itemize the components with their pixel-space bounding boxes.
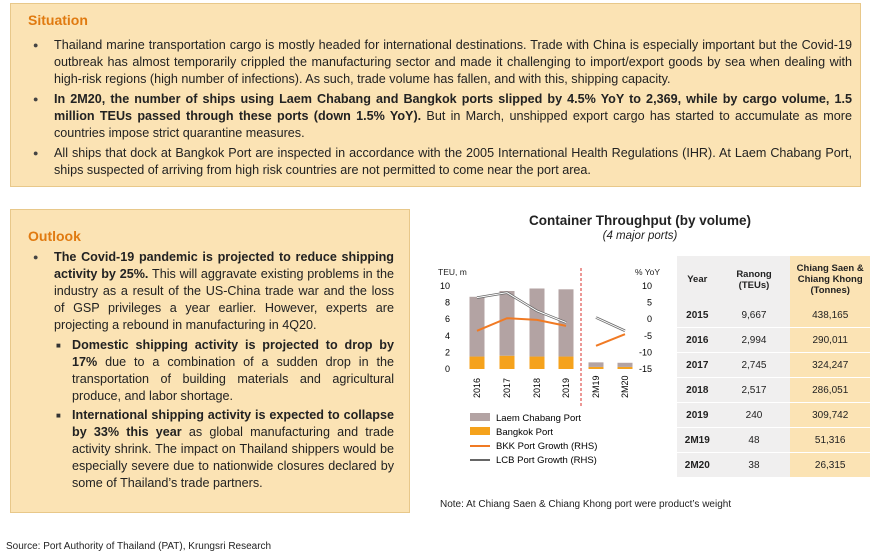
bar-bangkok bbox=[470, 357, 485, 369]
table-cell-year: 2016 bbox=[677, 328, 718, 353]
table-cell-chiang: 51,316 bbox=[790, 428, 870, 453]
left-tick-label: 2 bbox=[444, 347, 450, 358]
bar-laem-chabang bbox=[470, 297, 485, 357]
outlook-sub-bullets bbox=[54, 337, 394, 492]
bar-bangkok bbox=[500, 356, 515, 369]
legend-swatch bbox=[470, 413, 490, 421]
legend-label: BKK Port Growth (RHS) bbox=[496, 441, 598, 452]
table-cell-chiang: 290,011 bbox=[790, 328, 870, 353]
table-row bbox=[677, 403, 870, 428]
outlook-panel bbox=[10, 209, 410, 513]
right-tick-label: 5 bbox=[646, 297, 652, 308]
left-tick-label: 6 bbox=[444, 314, 450, 325]
right-tick-label: -15 bbox=[638, 364, 652, 374]
bar-bangkok bbox=[530, 357, 545, 369]
situation-panel bbox=[10, 3, 861, 187]
outlook-bullets bbox=[28, 249, 394, 495]
bar-laem-chabang bbox=[530, 288, 545, 356]
source-line: Source: Port Authority of Thailand (PAT), Krungsri Research bbox=[6, 541, 272, 552]
table-header-chiang: Chiang Saen & Chiang Khong (Tonnes) bbox=[790, 256, 870, 303]
x-tick-label: 2019 bbox=[561, 377, 571, 398]
table-row bbox=[677, 328, 870, 353]
bar-bangkok bbox=[559, 357, 574, 369]
table-cell-year: 2018 bbox=[677, 378, 718, 403]
situation-heading: Situation bbox=[28, 12, 88, 28]
right-tick-label: -5 bbox=[643, 330, 652, 341]
bar-laem-chabang bbox=[559, 289, 574, 356]
bar-laem-chabang bbox=[500, 291, 515, 356]
left-tick-label: 8 bbox=[444, 297, 450, 308]
bar-laem-chabang bbox=[618, 363, 633, 367]
chart-legend bbox=[470, 413, 597, 466]
table-cell-chiang: 324,247 bbox=[790, 353, 870, 378]
lcb-growth-line-core bbox=[596, 318, 625, 331]
x-tick-label: 2M19 bbox=[591, 375, 601, 398]
outlook-sub-bullet-2: ■ International shipping activity is expected to collapse by 33% this year as global manufacturing and trade activity shrink. The impact on Thailand shippers would be especially severe due to nationwide closures declared by some of Thailand’s trade partners. bbox=[54, 407, 394, 492]
bar-bangkok bbox=[618, 367, 633, 369]
chart-lines bbox=[477, 293, 625, 346]
table-cell-ranong: 2,745 bbox=[718, 353, 791, 378]
table-cell-year: 2M19 bbox=[677, 428, 718, 453]
right-tick-label: 10 bbox=[641, 281, 652, 291]
left-axis-label: TEU, m bbox=[438, 267, 467, 277]
table-row bbox=[677, 303, 870, 328]
table-header-year: Year bbox=[677, 256, 718, 303]
port-table bbox=[677, 256, 870, 478]
bar-laem-chabang bbox=[589, 362, 604, 367]
table-cell-year: 2017 bbox=[677, 353, 718, 378]
chart-subtitle: (4 major ports) bbox=[602, 230, 678, 242]
table-cell-year: 2019 bbox=[677, 403, 718, 428]
situation-bullets bbox=[28, 37, 852, 182]
situation-bullet-2: ● In 2M20, the number of ships using Laem Chabang and Bangkok ports slipped by 4.5% YoY to 2,369, while by cargo volume, 1.5 million TEUs passed through these ports (down 1.5% YoY). But in March, unshipped export cargo has started to accumulate as more countries impose strict quarantine measures. bbox=[28, 91, 852, 142]
bkk-growth-line bbox=[596, 334, 625, 346]
x-axis-labels bbox=[472, 375, 630, 398]
table-cell-chiang: 286,051 bbox=[790, 378, 870, 403]
outlook-bullet: ● The Covid-19 pandemic is projected to reduce shipping activity by 25%. This will aggravate existing problems in the industry as a result of the US-China trade war and the loss of GSP privileges a year earlier. However, experts are projecting a rebound in manufacturing in 4Q20. ■ Domestic shipping activity is projected to drop by 17% due to a combination of a sudden drop in the transportation of building materials and agricultural produce, and labor shortage. ■ International shipping activity is expected to collapse by 33% this year as global manufacturing and trade activity shrink. The impact on Thailand shippers would be especially severe due to nationwide closures declared by some of Thailand’s trade partners. bbox=[28, 249, 394, 492]
table-cell-year: 2015 bbox=[677, 303, 718, 328]
right-axis-ticks bbox=[639, 281, 652, 374]
outlook-heading: Outlook bbox=[28, 228, 81, 244]
right-tick-label: -10 bbox=[638, 347, 652, 358]
left-axis-ticks bbox=[440, 281, 450, 374]
table-row bbox=[677, 378, 870, 403]
x-tick-label: 2018 bbox=[532, 377, 542, 398]
table-row bbox=[677, 428, 870, 453]
situation-bullet-3: ● All ships that dock at Bangkok Port are inspected in accordance with the 2005 International Health Regulations (IHR). At Laem Chabang Port, ships suspected of arriving from high risk countries are not permitted to come near the port area. bbox=[28, 145, 852, 179]
table-cell-ranong: 2,517 bbox=[718, 378, 791, 403]
table-cell-ranong: 38 bbox=[718, 453, 791, 478]
chart-bars bbox=[470, 288, 633, 369]
legend-swatch bbox=[470, 427, 490, 435]
legend-label: Laem Chabang Port bbox=[496, 413, 582, 424]
situation-bullet-1: ● Thailand marine transportation cargo is mostly headed for international destinations. Trade with China is especially important but the Covid-19 outbreak has almost temporarily crippled the manufacturing sector and made it challenging to import/export goods by sea when dealing with high-risk regions (high number of infections). As such, trade volume has fallen, and with this, shipping capacity. bbox=[28, 37, 852, 88]
table-header-ranong: Ranong (TEUs) bbox=[718, 256, 791, 303]
right-tick-label: 0 bbox=[646, 314, 652, 325]
bkk-growth-line bbox=[477, 318, 566, 331]
table-cell-chiang: 438,165 bbox=[790, 303, 870, 328]
bar-bangkok bbox=[589, 367, 604, 369]
table-cell-ranong: 48 bbox=[718, 428, 791, 453]
table-row bbox=[677, 353, 870, 378]
x-tick-label: 2M20 bbox=[620, 375, 630, 398]
table-cell-ranong: 9,667 bbox=[718, 303, 791, 328]
legend-label: LCB Port Growth (RHS) bbox=[496, 455, 597, 466]
legend-label: Bangkok Port bbox=[496, 427, 554, 438]
table-cell-chiang: 26,315 bbox=[790, 453, 870, 478]
chart-note: Note: At Chiang Saen & Chiang Khong port were product’s weight bbox=[440, 499, 732, 510]
table-cell-year: 2M20 bbox=[677, 453, 718, 478]
table-row bbox=[677, 453, 870, 478]
left-tick-label: 4 bbox=[444, 330, 450, 341]
table-cell-ranong: 240 bbox=[718, 403, 791, 428]
right-axis-label: % YoY bbox=[635, 267, 661, 277]
table-cell-chiang: 309,742 bbox=[790, 403, 870, 428]
table-cell-ranong: 2,994 bbox=[718, 328, 791, 353]
chart-title: Container Throughput (by volume) bbox=[529, 213, 751, 228]
left-tick-label: 10 bbox=[439, 281, 450, 291]
x-tick-label: 2016 bbox=[472, 377, 482, 398]
outlook-sub-bullet-1: ■ Domestic shipping activity is projected to drop by 17% due to a combination of a sudden drop in the transportation of building materials and agricultural produce, and labor shortage. bbox=[54, 337, 394, 405]
throughput-chart bbox=[430, 258, 670, 473]
x-tick-label: 2017 bbox=[502, 377, 512, 398]
left-tick-label: 0 bbox=[444, 364, 450, 374]
